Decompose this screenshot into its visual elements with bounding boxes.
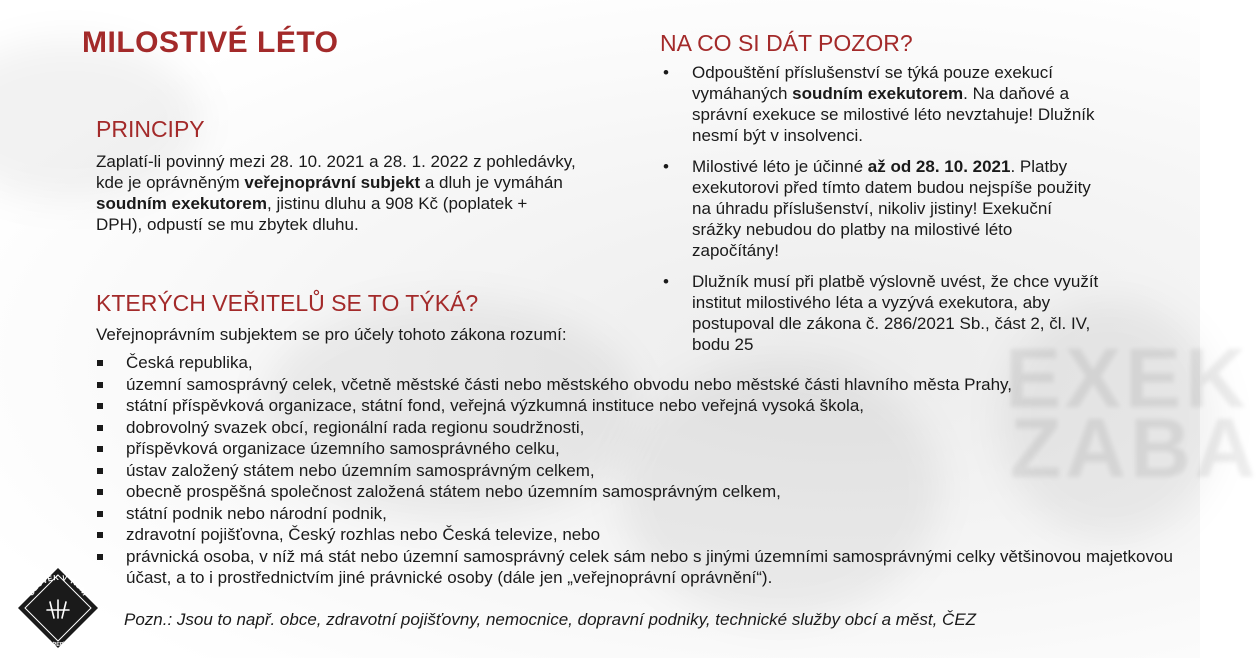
footnote: Pozn.: Jsou to např. obce, zdravotní pojišťovny, nemocnice, dopravní podniky, technické služby obcí a měst, ČEZ [124, 610, 977, 629]
list-item: územní samosprávný celek, včetně městské části nebo městského obvodu nebo městské části hlavního města Prahy, [96, 374, 1186, 396]
background-ghost-text: ZABA [1010, 401, 1259, 495]
background-ghost-text: EXEK [1005, 331, 1250, 425]
page-title: MILOSTIVÉ LÉTO [82, 26, 339, 59]
list-item: státní příspěvková organizace, státní fond, veřejná výzkumná instituce nebo veřejná vysoká škola, [96, 395, 1186, 417]
veritele-intro: Veřejnoprávním subjektem se pro účely tohoto zákona rozumí: [96, 325, 567, 344]
principy-heading: PRINCIPY [96, 116, 205, 142]
list-item: právnická osoba, v níž má stát nebo územní samosprávný celek sám nebo s jinými územními samosprávnými celky většinovou majetkovou účast, a to i prostřednictvím jiné právnické osoby (dále jen „veřejnoprávní oprávnění“). [96, 546, 1186, 589]
list-item: státní podnik nebo národní podnik, [96, 503, 1186, 525]
list-item: ústav založený státem nebo územním samosprávným celkem, [96, 460, 1186, 482]
list-item: • Milostivé léto je účinné až od 28. 10. 2021. Platby exekutorovi před tímto datem budou nejspíše použity na úhradu příslušenství, nikoliv jistiny! Exekuční srážky nebudou do platby na milostivé léto započítány! [660, 156, 1100, 261]
list-item: obecně prospěšná společnost založená státem nebo územním samosprávným celkem, [96, 481, 1186, 503]
veritele-list [96, 352, 1186, 589]
list-item: příspěvková organizace územního samosprávného celku, [96, 438, 1186, 460]
svg-text:ČLOVĚK V TÍSNI: ČLOVĚK V TÍSNI [26, 572, 90, 598]
veritele-heading: KTERÝCH VEŘITELŮ SE TO TÝKÁ? [96, 290, 479, 316]
clovek-v-tisni-logo [16, 566, 100, 650]
list-item: zdravotní pojišťovna, Český rozhlas nebo Česká televize, nebo [96, 524, 1186, 546]
list-item: • Dlužník musí při platbě výslovně uvést, že chce využít institut milostivého léta a vyzývá exekutora, aby postupoval dle zákona č. 286/2021 Sb., část 2, čl. IV, bodu 25 [660, 271, 1100, 355]
pozor-list [660, 62, 1100, 365]
list-item: dobrovolný svazek obcí, regionální rada regionu soudržnosti, [96, 417, 1186, 439]
principy-text: Zaplatí-li povinný mezi 28. 10. 2021 a 28. 1. 2022 z pohledávky, kde je oprávněným veřejnoprávní subjekt a dluh je vymáhán soudním exekutorem, jistinu dluhu a 908 Kč (poplatek + DPH), odpustí se mu zbytek dluhu. [96, 152, 576, 234]
list-item: • Odpouštění příslušenství se týká pouze exekucí vymáhaných soudním exekutorem. Na daňové a správní exekuce se milostivé léto nevztahuje! Dlužník nesmí být v insolvenci. [660, 62, 1100, 146]
pozor-heading: NA CO SI DÁT POZOR? [660, 30, 913, 56]
list-item: Česká republika, [96, 352, 1186, 374]
svg-text:ČESKÁ REPUBLIKA: ČESKÁ REPUBLIKA [32, 631, 84, 649]
